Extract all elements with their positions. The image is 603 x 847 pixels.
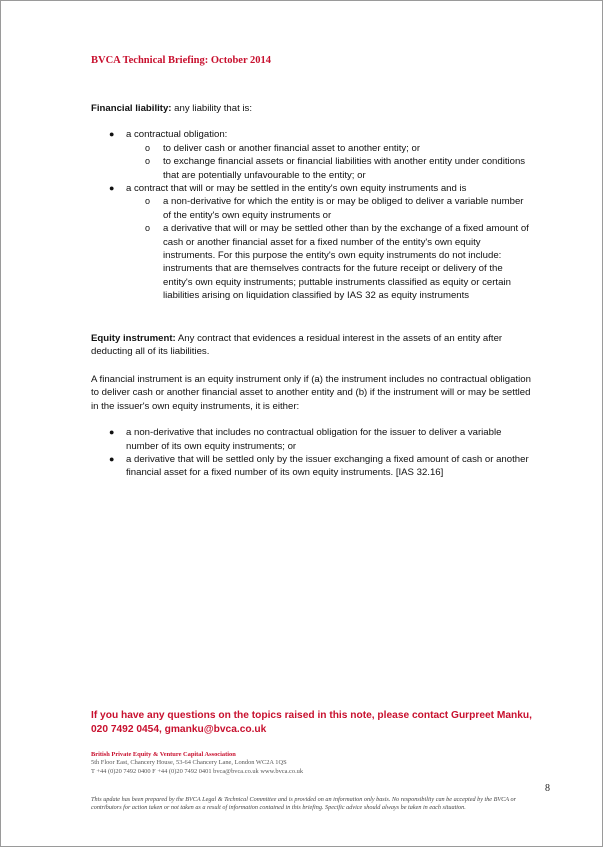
sub-list-item-text: a non-derivative for which the entity is or may be obliged to deliver a variable number of the entity's own equity instruments or	[163, 196, 524, 221]
equity-condition-paragraph: A financial instrument is an equity instrument only if (a) the instrument includes no contractual obligation to deliver cash or another financial asset to another entity and (b) if the instrument will or may be settled in the issuer's own equity instruments, it is either:	[91, 374, 531, 412]
financial-liability-intro	[91, 102, 531, 115]
organization-name: British Private Equity & Venture Capital Association	[91, 751, 236, 758]
sub-list-item	[91, 155, 531, 182]
contact-note: If you have any questions on the topics raised in this note, please contact Gurpreet Manku, 020 7492 0454, gmanku@bvca.co.uk	[91, 710, 532, 735]
sub-list-item-text: to exchange financial assets or financial liabilities with another entity under conditions that are potentially unfavourable to the entity; or	[163, 156, 526, 181]
document-header: BVCA Technical Briefing: October 2014	[91, 55, 272, 66]
financial-liability-term: Financial liability:	[91, 103, 172, 114]
financial-liability-intro-text: any liability that is:	[174, 103, 253, 114]
bullet-icon: ●	[109, 183, 115, 194]
sub-list-item	[91, 195, 531, 222]
list-item	[91, 128, 531, 141]
sub-list-item	[91, 142, 531, 155]
circle-bullet-icon: o	[145, 142, 151, 153]
disclaimer: This update has been prepared by the BVCA Legal & Technical Committee and is provided on an information only basis. No responsibility can be accepted by the BVCA or contributors for action taken or not taken as a result of information contained in this briefing. Specific advice should always be taken in each situation.	[91, 796, 516, 811]
list-item	[91, 426, 531, 453]
sub-list-item-text: a derivative that will or may be settled other than by the exchange of a fixed amount of cash or another financial asset for a fixed number of the entity's own equity instruments. For this purpose the entity's own equity instruments do not include: instruments that are themselves contracts for the future receipt or delivery of the entity's own equity instruments; puttable instruments classified as equity or certain liabilities arising on liquidation classified by IAS 32 as equity instruments	[163, 223, 529, 302]
organization-contact-line: T +44 (0)20 7492 0400 F +44 (0)20 7492 0401 bvca@bvca.co.uk www.bvca.co.uk	[91, 767, 304, 775]
sub-list-item-text: to deliver cash or another financial asset to another entity; or	[163, 142, 421, 154]
list-item-text: a contract that will or may be settled in the entity's own equity instruments and is	[126, 183, 467, 195]
circle-bullet-icon: o	[145, 196, 151, 207]
bullet-icon: ●	[109, 427, 115, 438]
organization-block	[91, 751, 303, 776]
circle-bullet-icon: o	[145, 223, 151, 234]
bullet-icon: ●	[109, 454, 115, 465]
list-item	[91, 182, 531, 195]
equity-instrument-term: Equity instrument:	[91, 333, 176, 344]
circle-bullet-icon: o	[145, 156, 151, 167]
equity-instrument-definition: Any contract that evidences a residual interest in the assets of an entity after deducting all of its liabilities.	[91, 333, 503, 358]
list-item-text: a contractual obligation:	[126, 129, 228, 141]
sub-list-item	[91, 222, 531, 302]
page-number: 8	[545, 783, 550, 794]
list-item-text: a non-derivative that includes no contractual obligation for the issuer to deliver a variable number of its own equity instruments; or	[126, 427, 502, 452]
financial-liability-section	[91, 102, 531, 303]
equity-condition-section	[91, 373, 531, 480]
bullet-icon: ●	[109, 129, 115, 140]
organization-address: 5th Floor East, Chancery House, 53-64 Chancery Lane, London WC2A 1QS	[91, 759, 287, 767]
list-item	[91, 453, 531, 480]
list-item-text: a derivative that will be settled only by the issuer exchanging a fixed amount of cash or another financial asset for a fixed number of its own equity instruments. [IAS 32.16]	[126, 454, 529, 479]
equity-instrument-section	[91, 332, 531, 359]
